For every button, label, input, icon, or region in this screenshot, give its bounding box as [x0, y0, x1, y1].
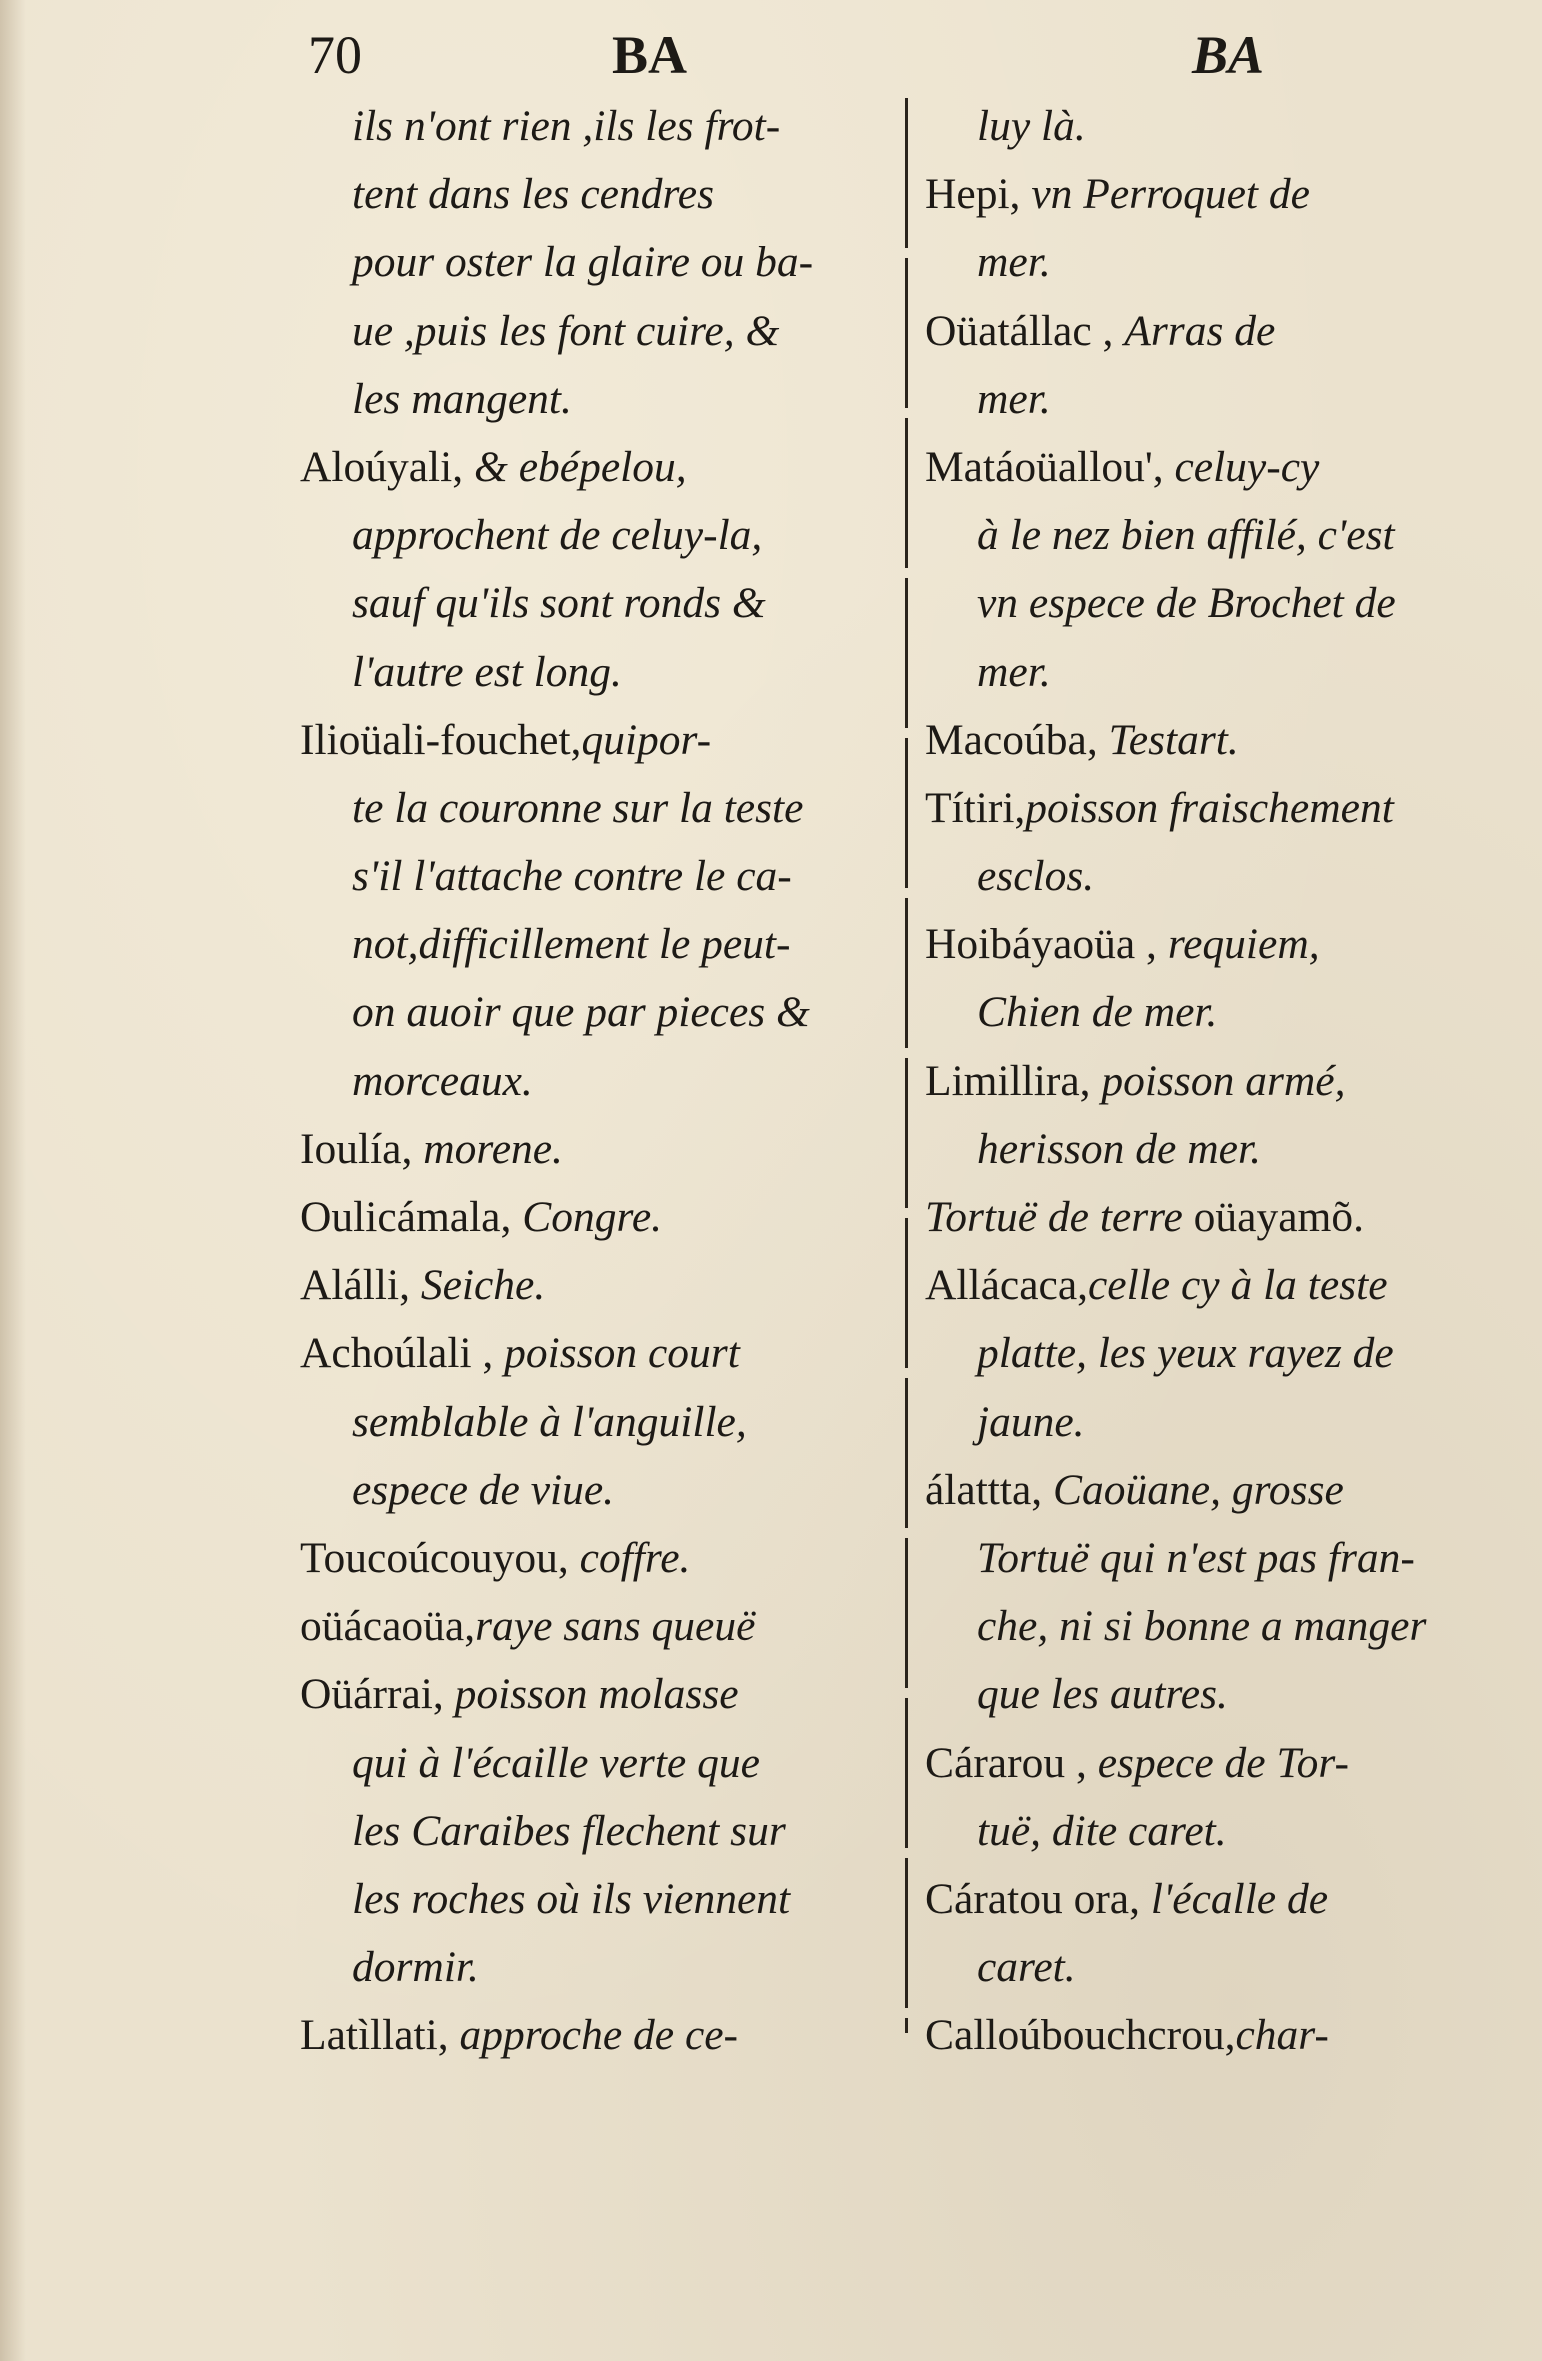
entry-line — [300, 706, 890, 774]
continuation-line — [300, 638, 890, 706]
entry-headword: Hepi, — [925, 170, 1032, 219]
continuation-line — [925, 228, 1525, 296]
entry-gloss: jaune. — [977, 1397, 1085, 1446]
entry-line — [925, 1729, 1525, 1797]
entry-gloss: che, ni si bonne a manger — [977, 1602, 1427, 1651]
entry-gloss: vn Perroquet de — [1031, 170, 1310, 219]
entry-gloss: pour oster la glaire ou ba- — [352, 238, 814, 287]
entry-gloss: mer. — [977, 374, 1051, 423]
entry-gloss: poisson fraischement — [1025, 783, 1394, 832]
entry-headword: Cáratou ora, — [925, 1874, 1151, 1923]
entry-headword: Latìllati, — [300, 2011, 460, 2060]
entry-line — [300, 1251, 890, 1319]
entry-gloss: oüayamõ. — [1193, 1193, 1364, 1241]
entry-line — [925, 1251, 1525, 1319]
continuation-line — [300, 1047, 890, 1115]
continuation-line — [300, 1729, 890, 1797]
entry-gloss: les roches où ils viennent — [352, 1874, 791, 1923]
entry-headword: Oulicámala, — [300, 1193, 523, 1241]
right-column — [925, 92, 1525, 2069]
entry-line — [925, 1865, 1525, 1933]
entry-line — [925, 910, 1525, 978]
entry-gloss: que les autres. — [977, 1670, 1228, 1719]
entry-gloss: les Caraibes flechent sur — [352, 1806, 786, 1855]
entry-gloss: à le nez bien affilé, c'est — [977, 511, 1395, 560]
continuation-line — [300, 1933, 890, 2001]
continuation-line — [925, 1592, 1525, 1660]
entry-gloss: Arras de — [1124, 306, 1276, 355]
entry-line — [300, 1183, 890, 1251]
entry-line — [925, 1183, 1525, 1251]
entry-gloss: herisson de mer. — [977, 1124, 1261, 1173]
continuation-line — [300, 1388, 890, 1456]
continuation-line — [300, 228, 890, 296]
entry-headword: Oüárrai, — [300, 1670, 455, 1719]
gutter-shadow — [0, 0, 26, 2361]
entry-headword: álattta, — [925, 1465, 1054, 1514]
entry-gloss: les mangent. — [352, 374, 572, 423]
entry-gloss: Tortuë qui n'est pas fran- — [977, 1533, 1415, 1582]
continuation-line — [300, 1797, 890, 1865]
entry-line — [925, 774, 1525, 842]
entry-line — [925, 1456, 1525, 1524]
entry-headword: Aloúyali, — [300, 442, 474, 491]
entry-gloss: Chien de mer. — [977, 988, 1218, 1037]
continuation-line — [300, 774, 890, 842]
entry-gloss: celle cy à la teste — [1088, 1261, 1388, 1310]
entry-gloss: quipor- — [581, 715, 712, 764]
entry-gloss: approche de ce- — [459, 2011, 739, 2060]
continuation-line — [300, 1865, 890, 1933]
entry-gloss: caret. — [977, 1943, 1076, 1992]
entry-gloss: Seiche. — [420, 1261, 546, 1310]
continuation-line — [925, 1524, 1525, 1592]
conjunction: & — [473, 442, 508, 491]
continuation-line — [300, 569, 890, 637]
entry-gloss: sauf qu'ils sont ronds & — [352, 579, 766, 628]
entry-gloss: mer. — [977, 238, 1051, 287]
continuation-line — [925, 1388, 1525, 1456]
entry-gloss: tent dans les cendres — [352, 170, 715, 219]
running-head-left: BA — [612, 25, 688, 85]
continuation-line — [925, 978, 1525, 1046]
entry-gloss: celuy-cy — [1174, 442, 1320, 491]
continuation-line — [300, 842, 890, 910]
entry-line — [300, 1592, 890, 1660]
entry-gloss: tuë, dite caret. — [977, 1806, 1227, 1855]
entry-gloss: mer. — [977, 647, 1051, 696]
entry-gloss: ue ,puis les font cuire, & — [352, 306, 780, 355]
continuation-line — [300, 910, 890, 978]
continuation-line — [300, 501, 890, 569]
entry-gloss: semblable à l'anguille, — [352, 1397, 747, 1446]
continuation-line — [300, 297, 890, 365]
entry-gloss: espece de Tor- — [1097, 1738, 1349, 1787]
entry-line — [925, 2001, 1525, 2069]
entry-gloss: te la couronne sur la teste — [352, 783, 804, 832]
page-number: 70 — [308, 25, 362, 85]
entry-gloss: s'il l'attache contre le ca- — [352, 852, 792, 901]
entry-headword: Alálli, — [300, 1261, 421, 1310]
entry-line — [300, 1660, 890, 1728]
entry-headword: Ioulía, — [300, 1124, 424, 1173]
entry-gloss: ils n'ont rien ,ils les frot- — [352, 102, 781, 150]
entry-gloss: Caoüane, grosse — [1053, 1465, 1344, 1514]
entry-line — [925, 706, 1525, 774]
continuation-line — [925, 1660, 1525, 1728]
entry-gloss: raye sans queuë — [475, 1602, 756, 1651]
entry-gloss: ebépelou, — [507, 442, 687, 491]
entry-lead: Tortuë de terre — [925, 1193, 1194, 1241]
entry-headword: Oüatállac , — [925, 306, 1125, 355]
entry-line — [300, 1115, 890, 1183]
continuation-line — [300, 160, 890, 228]
entry-gloss: coffre. — [579, 1533, 691, 1582]
continuation-line — [925, 1115, 1525, 1183]
entry-gloss: poisson armé, — [1101, 1056, 1346, 1105]
entry-gloss: requiem, — [1167, 920, 1320, 969]
entry-gloss: Congre. — [522, 1193, 663, 1241]
entry-line — [300, 1319, 890, 1387]
entry-gloss: platte, les yeux rayez de — [977, 1329, 1394, 1378]
continuation-line — [300, 92, 890, 160]
entry-gloss: dormir. — [352, 1943, 479, 1992]
entry-gloss: luy là. — [977, 102, 1086, 150]
continuation-line — [300, 978, 890, 1046]
continuation-line — [300, 365, 890, 433]
entry-gloss: not,difficillement le peut- — [352, 920, 791, 969]
entry-headword: Matáoüallou', — [925, 442, 1175, 491]
entry-line — [925, 297, 1525, 365]
entry-headword: Toucoúcouyou, — [300, 1533, 580, 1582]
entry-line — [300, 2001, 890, 2069]
continuation-line — [925, 365, 1525, 433]
entry-gloss: morceaux. — [352, 1056, 533, 1105]
continuation-line — [300, 1456, 890, 1524]
entry-gloss: approchent de celuy-la, — [352, 511, 763, 560]
entry-gloss: Testart. — [1108, 715, 1239, 764]
entry-gloss: poisson court — [504, 1329, 740, 1378]
entry-line — [925, 1047, 1525, 1115]
entry-gloss: on auoir que par pieces & — [352, 988, 810, 1037]
entry-gloss: l'écalle de — [1150, 1874, 1329, 1923]
entry-headword: Hoibáyaoüa , — [925, 920, 1168, 969]
entry-gloss: char- — [1235, 2011, 1329, 2060]
entry-headword: Títiri, — [925, 783, 1026, 832]
left-column — [300, 92, 890, 2069]
running-head-right: BA — [1192, 25, 1265, 85]
entry-headword: oüácaoüa, — [300, 1602, 476, 1651]
entry-line — [300, 1524, 890, 1592]
entry-gloss: vn espece de Brochet de — [977, 579, 1396, 628]
continuation-line — [925, 638, 1525, 706]
entry-gloss: l'autre est long. — [352, 647, 622, 696]
entry-line — [925, 160, 1525, 228]
entry-headword: Ilioüali-fouchet, — [300, 715, 582, 764]
entry-line — [925, 433, 1525, 501]
continuation-line — [925, 1319, 1525, 1387]
column-divider — [905, 98, 908, 2033]
entry-gloss: poisson molasse — [454, 1670, 739, 1719]
entry-gloss: espece de viue. — [352, 1465, 615, 1514]
entry-headword: Allácaca, — [925, 1261, 1088, 1310]
continuation-line — [925, 1933, 1525, 2001]
continuation-line — [925, 501, 1525, 569]
continuation-line — [925, 92, 1525, 160]
entry-headword: Limillira, — [925, 1056, 1102, 1105]
entry-headword: Calloúbouchcrou, — [925, 2011, 1236, 2060]
entry-gloss: qui à l'écaille verte que — [352, 1738, 760, 1787]
entry-headword: Cárarou , — [925, 1738, 1098, 1787]
entry-gloss: esclos. — [977, 852, 1095, 901]
entry-headword: Macoúba, — [925, 715, 1109, 764]
continuation-line — [925, 569, 1525, 637]
entry-headword: Achoúlali , — [300, 1329, 505, 1378]
entry-line — [300, 433, 890, 501]
continuation-line — [925, 1797, 1525, 1865]
entry-gloss: morene. — [423, 1124, 563, 1173]
continuation-line — [925, 842, 1525, 910]
